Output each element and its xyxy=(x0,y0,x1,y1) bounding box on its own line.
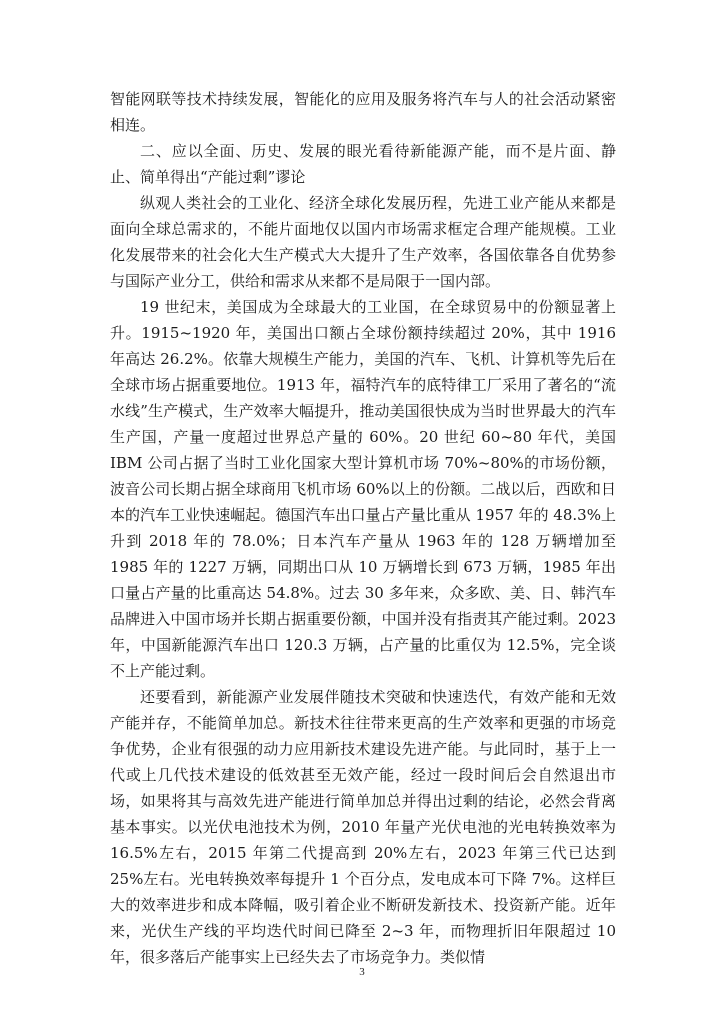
paragraph: 19 世纪末，美国成为全球最大的工业国，在全球贸易中的份额显著上升。1915~1920 年，美国出口额占全球份额持续超过 20%，其中 1916 年高达 26.2%。依靠大规模生产能力，美国的汽车、飞机、计算机等先后在全球市场占据重要地位。1913 年，福特汽车的底特律工厂采用了著名的“流水线”生产模式，生产效率大幅提升，推动美国很快成为当时世界最大的汽车生产国，产量一度超过世界总产量的 60%。20 世纪 60~80 年代，美国 IBM 公司占据了当时工业化国家大型计算机市场 70%~80%的市场份额，波音公司长期占据全球商用飞机市场 60%以上的份额。二战以后，西欧和日本的汽车工业快速崛起。德国汽车出口量占产量比重从 1957 年的 48.3%上升到 2018 年的 78.0%；日本汽车产量从 1963 年的 128 万辆增加至 1985 年的 1227 万辆，同期出口从 10 万辆增长到 673 万辆，1985 年出口量占产量的比重高达 54.8%。过去 30 多年来，众多欧、美、日、韩汽车品牌进入中国市场并长期占据重要份额，中国并没有指责其产能过剩。2023 年，中国新能源汽车出口 120.3 万辆，占产量的比重仅为 12.5%，完全谈不上产能过剩。 xyxy=(110,298,616,680)
paragraph-continuation: 智能网联等技术持续发展，智能化的应用及服务将汽车与人的社会活动紧密相连。 xyxy=(110,90,616,134)
section-heading: 二、应以全面、历史、发展的眼光看待新能源产能，而不是片面、静止、简单得出“产能过剩”谬论 xyxy=(110,142,616,186)
document-body xyxy=(110,86,616,970)
paragraph: 纵观人类社会的工业化、经济全球化发展历程，先进工业产能从来都是面向全球总需求的，不能片面地仅以国内市场需求框定合理产能规模。工业化发展带来的社会化大生产模式大大提升了生产效率，各国依靠各自优势参与国际产业分工，供给和需求从来都不是局限于一国内部。 xyxy=(110,194,616,290)
page-number: 3 xyxy=(359,966,365,978)
paragraph: 还要看到，新能源产业发展伴随技术突破和快速迭代，有效产能和无效产能并存，不能简单加总。新技术往往带来更高的生产效率和更强的市场竞争优势，企业有很强的动力应用新技术建设先进产能。与此同时，基于上一代或上几代技术建设的低效甚至无效产能，经过一段时间后会自然退出市场，如果将其与高效先进产能进行简单加总并得出过剩的结论，必然会背离基本事实。以光伏电池技术为例，2010 年量产光伏电池的光电转换效率为 16.5%左右，2015 年第二代提高到 20%左右，2023 年第三代已达到 25%左右。光电转换效率每提升 1 个百分点，发电成本可下降 7%。这样巨大的效率进步和成本降幅，吸引着企业不断研发新技术、投资新产能。近年来，光伏生产线的平均迭代时间已降至 2~3 年，而物理折旧年限超过 10 年，很多落后产能事实上已经失去了市场竞争力。类似情 xyxy=(110,688,616,966)
